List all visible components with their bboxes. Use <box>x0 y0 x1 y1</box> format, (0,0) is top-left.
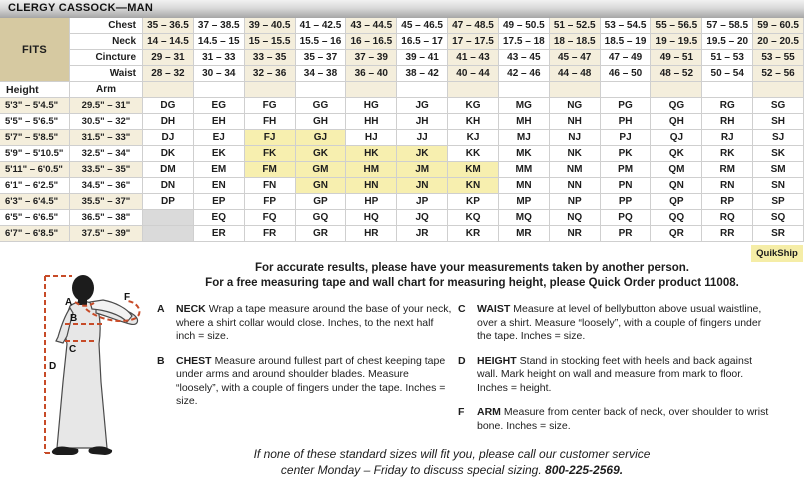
instruction-body: Stand in stocking feet with heels and back against wall. Mark height on wall and measure from mark to floor. Inches = height. <box>477 354 752 394</box>
size-code: JQ <box>397 210 448 226</box>
size-code: FH <box>245 114 296 130</box>
size-code: JN <box>397 178 448 194</box>
note-line-2: For a free measuring tape and wall chart for measuring height, please Quick Order product 11008. <box>205 277 739 289</box>
arm-range: 35.5" – 37" <box>70 194 143 210</box>
size-code: QP <box>651 194 702 210</box>
measure-value: 40 – 44 <box>448 66 499 82</box>
size-code: NJ <box>550 130 601 146</box>
spacer-cell <box>397 82 448 98</box>
size-code: SG <box>753 98 804 114</box>
measure-value: 15.5 – 16 <box>296 34 347 50</box>
height-range: 6'5" – 6'6.5" <box>0 210 70 226</box>
size-code: PM <box>601 162 652 178</box>
size-code: SR <box>753 226 804 242</box>
size-code: KG <box>448 98 499 114</box>
size-code: RM <box>702 162 753 178</box>
instructions-right-column <box>458 303 770 433</box>
size-code: HP <box>346 194 397 210</box>
measure-value: 17.5 – 18 <box>499 34 550 50</box>
size-code: QH <box>651 114 702 130</box>
measure-value: 39 – 41 <box>397 50 448 66</box>
size-code: HN <box>346 178 397 194</box>
size-code: JM <box>397 162 448 178</box>
size-code: KH <box>448 114 499 130</box>
measure-value: 18 – 18.5 <box>550 34 601 50</box>
measure-value: 57 – 58.5 <box>702 18 753 34</box>
instruction-text <box>176 355 453 409</box>
size-code: GN <box>296 178 347 194</box>
size-code: JR <box>397 226 448 242</box>
size-code: DH <box>143 114 194 130</box>
measure-value: 41 – 43 <box>448 50 499 66</box>
instruction-keyword: NECK <box>176 303 206 315</box>
instruction-keyword: ARM <box>477 406 501 418</box>
size-code: SP <box>753 194 804 210</box>
size-code: FN <box>245 178 296 194</box>
size-code: DK <box>143 146 194 162</box>
arm-range: 36.5" – 38" <box>70 210 143 226</box>
size-code: QJ <box>651 130 702 146</box>
spacer-cell <box>194 82 245 98</box>
size-code: KQ <box>448 210 499 226</box>
measure-value: 53 – 55 <box>753 50 804 66</box>
arm-header: Arm <box>70 82 143 98</box>
footer-line-1: If none of these standard sizes will fit you, please call our customer service <box>253 447 651 461</box>
size-chart-table <box>0 18 804 242</box>
size-code: GH <box>296 114 347 130</box>
size-code: NH <box>550 114 601 130</box>
height-range: 5'3" – 5'4.5" <box>0 98 70 114</box>
instruction-text <box>176 303 453 344</box>
measure-value: 48 – 52 <box>651 66 702 82</box>
size-code: NN <box>550 178 601 194</box>
unavailable-cell <box>143 210 194 226</box>
measure-value: 35 – 36.5 <box>143 18 194 34</box>
measure-value: 30 – 34 <box>194 66 245 82</box>
size-code: MK <box>499 146 550 162</box>
size-code: NG <box>550 98 601 114</box>
measure-value: 46 – 50 <box>601 66 652 82</box>
size-code: DP <box>143 194 194 210</box>
spacer-cell <box>245 82 296 98</box>
size-code: EH <box>194 114 245 130</box>
size-code: RP <box>702 194 753 210</box>
instruction-text <box>477 303 770 344</box>
size-code: GJ <box>296 130 347 146</box>
instruction-letter: D <box>458 354 466 367</box>
size-code: SK <box>753 146 804 162</box>
spacer-cell <box>143 82 194 98</box>
size-code: PR <box>601 226 652 242</box>
size-code: GG <box>296 98 347 114</box>
instruction-height <box>458 355 770 396</box>
measure-value: 16.5 – 17 <box>397 34 448 50</box>
page-title: CLERGY CASSOCK—MAN <box>0 0 804 18</box>
size-code: KJ <box>448 130 499 146</box>
measure-value: 45 – 46.5 <box>397 18 448 34</box>
size-code: PP <box>601 194 652 210</box>
instruction-arm <box>458 406 770 433</box>
size-code: FJ <box>245 130 296 146</box>
size-code: NP <box>550 194 601 210</box>
size-code: MQ <box>499 210 550 226</box>
arm-range: 33.5" – 35" <box>70 162 143 178</box>
arm-range: 37.5" – 39" <box>70 226 143 242</box>
instruction-keyword: CHEST <box>176 354 212 367</box>
measure-value: 49 – 51 <box>651 50 702 66</box>
instruction-letter: B <box>157 354 165 367</box>
size-code: GM <box>296 162 347 178</box>
cassock-diagram <box>12 272 152 472</box>
size-code: RG <box>702 98 753 114</box>
unavailable-cell <box>143 226 194 242</box>
height-header: Height <box>0 82 70 98</box>
size-code: MR <box>499 226 550 242</box>
measure-value: 36 – 40 <box>346 66 397 82</box>
height-range: 6'3" – 6'4.5" <box>0 194 70 210</box>
measurement-notes <box>140 261 804 291</box>
size-code: GR <box>296 226 347 242</box>
instruction-waist <box>458 303 770 344</box>
size-code: DJ <box>143 130 194 146</box>
diagram-label-height: D <box>49 361 57 372</box>
instruction-body: Measure at level of bellybutton above usual waistline, over a shirt. Measure “loosely”, with a couple of fingers under the tape. Inches = size. <box>477 303 762 342</box>
measure-value: 14 – 14.5 <box>143 34 194 50</box>
size-code: EK <box>194 146 245 162</box>
size-code: NK <box>550 146 601 162</box>
measure-value: 43 – 44.5 <box>346 18 397 34</box>
measure-value: 14.5 – 15 <box>194 34 245 50</box>
measure-value: 49 – 50.5 <box>499 18 550 34</box>
size-code: EJ <box>194 130 245 146</box>
measure-value: 45 – 47 <box>550 50 601 66</box>
size-code: QR <box>651 226 702 242</box>
size-code: PN <box>601 178 652 194</box>
size-code: FK <box>245 146 296 162</box>
height-range: 5'11" – 6'0.5" <box>0 162 70 178</box>
diagram-label-neck: A <box>65 297 73 308</box>
size-code: NQ <box>550 210 601 226</box>
instruction-chest <box>157 355 453 409</box>
measure-value: 50 – 54 <box>702 66 753 82</box>
size-code: EP <box>194 194 245 210</box>
size-code: EN <box>194 178 245 194</box>
size-code: PQ <box>601 210 652 226</box>
size-code: QK <box>651 146 702 162</box>
size-code: JP <box>397 194 448 210</box>
size-code: NM <box>550 162 601 178</box>
measure-value: 47 – 48.5 <box>448 18 499 34</box>
measure-value: 41 – 42.5 <box>296 18 347 34</box>
instruction-keyword: WAIST <box>477 303 511 315</box>
measure-value: 28 – 32 <box>143 66 194 82</box>
instruction-text <box>477 355 770 396</box>
instruction-letter: F <box>458 406 465 418</box>
size-code: MJ <box>499 130 550 146</box>
spacer-cell <box>753 82 804 98</box>
measure-row-label: Neck <box>70 34 143 50</box>
measure-value: 20 – 20.5 <box>753 34 804 50</box>
measure-value: 32 – 36 <box>245 66 296 82</box>
size-code: MP <box>499 194 550 210</box>
measure-value: 33 – 35 <box>245 50 296 66</box>
measure-value: 44 – 48 <box>550 66 601 82</box>
size-code: MN <box>499 178 550 194</box>
measure-value: 34 – 38 <box>296 66 347 82</box>
measure-row-label: Chest <box>70 18 143 34</box>
size-code: PH <box>601 114 652 130</box>
size-code: JJ <box>397 130 448 146</box>
measure-value: 39 – 40.5 <box>245 18 296 34</box>
size-code: HK <box>346 146 397 162</box>
size-code: FM <box>245 162 296 178</box>
size-code: JH <box>397 114 448 130</box>
measure-value: 51 – 52.5 <box>550 18 601 34</box>
size-code: QN <box>651 178 702 194</box>
size-code: KK <box>448 146 499 162</box>
arm-range: 34.5" – 36" <box>70 178 143 194</box>
size-code: KN <box>448 178 499 194</box>
instruction-neck <box>157 303 453 344</box>
measure-value: 18.5 – 19 <box>601 34 652 50</box>
instruction-letter: C <box>458 303 466 315</box>
size-code: DG <box>143 98 194 114</box>
size-code: MM <box>499 162 550 178</box>
size-code: SQ <box>753 210 804 226</box>
measure-value: 31 – 33 <box>194 50 245 66</box>
footer-line-2 <box>100 462 804 478</box>
measure-value: 19.5 – 20 <box>702 34 753 50</box>
size-code: DM <box>143 162 194 178</box>
instruction-text <box>477 406 770 433</box>
size-code: HR <box>346 226 397 242</box>
size-code: MG <box>499 98 550 114</box>
measure-value: 37 – 38.5 <box>194 18 245 34</box>
height-range: 6'1" – 6'2.5" <box>0 178 70 194</box>
size-code: SN <box>753 178 804 194</box>
instructions-left-column <box>157 303 453 409</box>
size-code: GK <box>296 146 347 162</box>
special-sizing-note <box>100 446 804 478</box>
spacer-cell <box>702 82 753 98</box>
size-code: DN <box>143 178 194 194</box>
measure-value: 16 – 16.5 <box>346 34 397 50</box>
measure-value: 37 – 39 <box>346 50 397 66</box>
size-code: FR <box>245 226 296 242</box>
note-line-1: For accurate results, please have your measurements taken by another person. <box>255 262 689 274</box>
measure-value: 51 – 53 <box>702 50 753 66</box>
measure-value: 47 – 49 <box>601 50 652 66</box>
size-code: RQ <box>702 210 753 226</box>
height-range: 5'5" – 5'6.5" <box>0 114 70 130</box>
footer-line-2-text: center Monday – Friday to discuss special sizing. <box>280 463 546 477</box>
size-code: RH <box>702 114 753 130</box>
phone-number: 800-225-2569. <box>545 463 624 477</box>
instruction-body: Measure around fullest part of chest keeping tape under arms and around shoulder blades. Measure “loosely”, with a couple of fingers under the tape. Inches = size. <box>176 354 446 407</box>
spacer-cell <box>499 82 550 98</box>
measure-value: 55 – 56.5 <box>651 18 702 34</box>
size-code: HJ <box>346 130 397 146</box>
size-code: MH <box>499 114 550 130</box>
size-code: RJ <box>702 130 753 146</box>
instruction-keyword: HEIGHT <box>477 354 517 367</box>
arm-range: 30.5" – 32" <box>70 114 143 130</box>
size-code: PK <box>601 146 652 162</box>
arm-range: 29.5" – 31" <box>70 98 143 114</box>
size-code: RN <box>702 178 753 194</box>
size-code: NR <box>550 226 601 242</box>
measure-value: 43 – 45 <box>499 50 550 66</box>
height-range: 6'7" – 6'8.5" <box>0 226 70 242</box>
size-code: FP <box>245 194 296 210</box>
size-code: PJ <box>601 130 652 146</box>
size-code: EQ <box>194 210 245 226</box>
quikship-badge: QuikShip <box>751 245 803 262</box>
spacer-cell <box>550 82 601 98</box>
measure-value: 29 – 31 <box>143 50 194 66</box>
size-code: PG <box>601 98 652 114</box>
fits-label: FITS <box>0 18 70 82</box>
arm-range: 32.5" – 34" <box>70 146 143 162</box>
size-code: KR <box>448 226 499 242</box>
size-code: ER <box>194 226 245 242</box>
instruction-body: Wrap a tape measure around the base of your neck, where a shirt collar would close. Inches, to the next half inch = size. <box>176 303 452 342</box>
size-code: EM <box>194 162 245 178</box>
diagram-label-chest: B <box>70 313 78 324</box>
measure-value: 38 – 42 <box>397 66 448 82</box>
size-code: RK <box>702 146 753 162</box>
measure-value: 53 – 54.5 <box>601 18 652 34</box>
measure-value: 59 – 60.5 <box>753 18 804 34</box>
size-code: QQ <box>651 210 702 226</box>
measure-row-label: Waist <box>70 66 143 82</box>
size-code: RR <box>702 226 753 242</box>
height-range: 5'9" – 5'10.5" <box>0 146 70 162</box>
diagram-label-arm: F <box>124 292 131 303</box>
spacer-cell <box>346 82 397 98</box>
size-code: HQ <box>346 210 397 226</box>
size-code: KM <box>448 162 499 178</box>
size-code: HG <box>346 98 397 114</box>
size-code: SH <box>753 114 804 130</box>
diagram-label-waist: C <box>69 344 77 355</box>
size-code: QG <box>651 98 702 114</box>
size-code: SJ <box>753 130 804 146</box>
size-code: GQ <box>296 210 347 226</box>
spacer-cell <box>651 82 702 98</box>
size-code: FG <box>245 98 296 114</box>
size-code: HM <box>346 162 397 178</box>
size-code: QM <box>651 162 702 178</box>
arm-range: 31.5" – 33" <box>70 130 143 146</box>
measure-value: 19 – 19.5 <box>651 34 702 50</box>
instruction-body: Measure from center back of neck, over shoulder to wrist bone. Inches = size. <box>477 406 769 432</box>
size-code: JG <box>397 98 448 114</box>
measure-value: 35 – 37 <box>296 50 347 66</box>
measure-value: 15 – 15.5 <box>245 34 296 50</box>
measure-value: 42 – 46 <box>499 66 550 82</box>
size-code: GP <box>296 194 347 210</box>
size-code: EG <box>194 98 245 114</box>
spacer-cell <box>296 82 347 98</box>
spacer-cell <box>601 82 652 98</box>
size-code: SM <box>753 162 804 178</box>
measure-value: 17 – 17.5 <box>448 34 499 50</box>
size-code: FQ <box>245 210 296 226</box>
height-range: 5'7" – 5'8.5" <box>0 130 70 146</box>
size-code: JK <box>397 146 448 162</box>
size-code: KP <box>448 194 499 210</box>
measure-row-label: Cincture <box>70 50 143 66</box>
measure-value: 52 – 56 <box>753 66 804 82</box>
size-code: HH <box>346 114 397 130</box>
spacer-cell <box>448 82 499 98</box>
instruction-letter: A <box>157 303 165 315</box>
